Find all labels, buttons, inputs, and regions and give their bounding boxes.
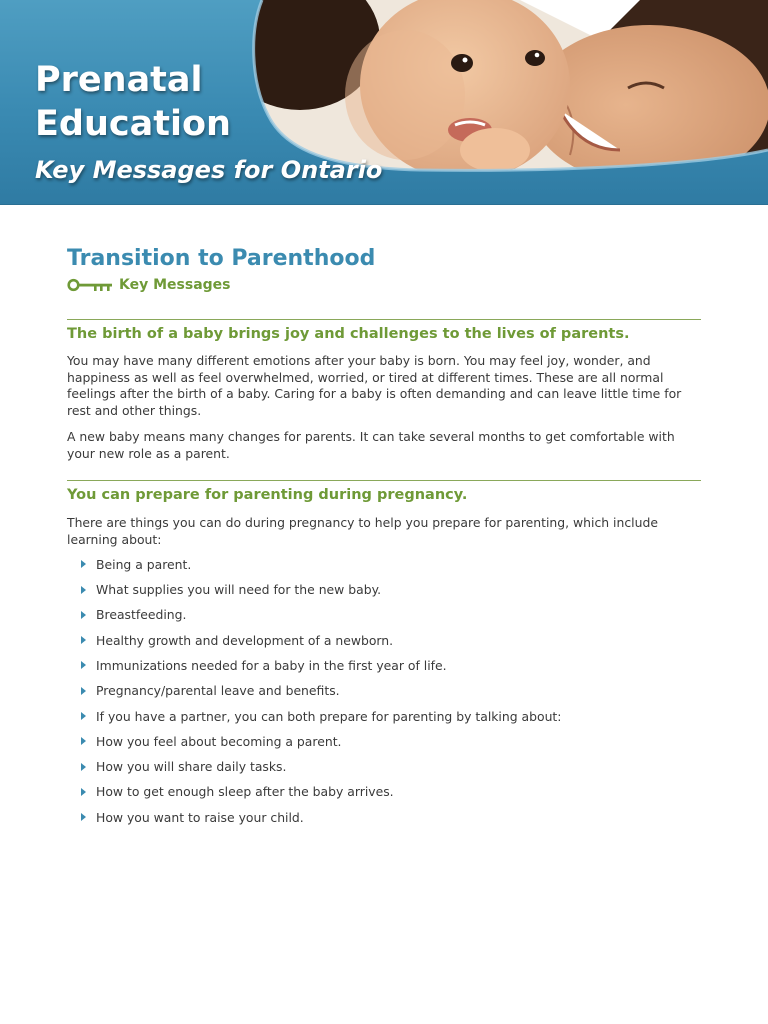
list-item	[67, 729, 701, 754]
list-item-text: How to get enough sleep after the baby arrives.	[96, 784, 394, 800]
banner-title-line2: Education	[35, 104, 231, 144]
bullet-arrow-icon	[81, 788, 86, 796]
block-1-paragraph-2: A new baby means many changes for parents. It can take several months to get comfortable with your new role as a parent.	[67, 428, 675, 461]
list-item	[67, 602, 701, 627]
list-item-text: Healthy growth and development of a newborn.	[96, 632, 394, 648]
bullet-arrow-icon	[81, 813, 86, 821]
bullet-list	[67, 552, 701, 830]
list-item-text: If you have a partner, you can both prepare for parenting by talking about:	[96, 708, 562, 724]
list-item-text: How you want to raise your child.	[96, 809, 304, 825]
content	[67, 244, 701, 830]
list-item-text: Pregnancy/parental leave and benefits.	[96, 683, 340, 699]
list-item	[67, 805, 701, 830]
bullet-arrow-icon	[81, 687, 86, 695]
key-messages-label: Key Messages	[119, 277, 231, 293]
list-item	[67, 552, 701, 577]
list-item	[67, 628, 701, 653]
block-2-heading: You can prepare for parenting during pregnancy.	[67, 487, 468, 504]
list-item	[67, 653, 701, 678]
list-item	[67, 703, 701, 728]
list-item	[67, 577, 701, 602]
banner-subtitle: Key Messages for Ontario	[35, 156, 383, 184]
divider-1	[67, 319, 701, 320]
banner-title-line1: Prenatal	[35, 60, 203, 100]
bullet-arrow-icon	[81, 737, 86, 745]
banner-title	[35, 58, 231, 146]
bullet-arrow-icon	[81, 712, 86, 720]
section-title: Transition to Parenthood	[67, 246, 376, 271]
bullet-arrow-icon	[81, 661, 86, 669]
list-item-text: How you will share daily tasks.	[96, 759, 287, 775]
block-2-intro: There are things you can do during pregnancy to help you prepare for parenting, which include learning about:	[67, 515, 658, 547]
block-1-paragraph-1: You may have many different emotions after your baby is born. You may feel joy, wonder, and happiness as well as feel overwhelmed, worried, or tired at different times. These are all normal feelings after the birth of a baby. Caring for a baby is often demanding and can leave little time for rest and other things.	[67, 353, 682, 419]
list-item-text: Immunizations needed for a baby in the first year of life.	[96, 657, 447, 673]
list-item-text: How you feel about becoming a parent.	[96, 733, 342, 749]
list-item	[67, 754, 701, 779]
bullet-arrow-icon	[81, 763, 86, 771]
list-item	[67, 678, 701, 703]
bullet-arrow-icon	[81, 636, 86, 644]
bullet-arrow-icon	[81, 611, 86, 619]
block-1-heading: The birth of a baby brings joy and challenges to the lives of parents.	[67, 326, 630, 342]
bullet-arrow-icon	[81, 560, 86, 568]
bullet-arrow-icon	[81, 586, 86, 594]
key-messages-row	[67, 277, 701, 293]
header-banner	[0, 0, 768, 205]
key-icon	[67, 277, 114, 293]
divider-2	[67, 480, 701, 481]
list-item-text: Being a parent.	[96, 556, 192, 572]
list-item	[67, 779, 701, 804]
list-item-text: Breastfeeding.	[96, 607, 187, 623]
list-item-text: What supplies you will need for the new baby.	[96, 582, 382, 598]
